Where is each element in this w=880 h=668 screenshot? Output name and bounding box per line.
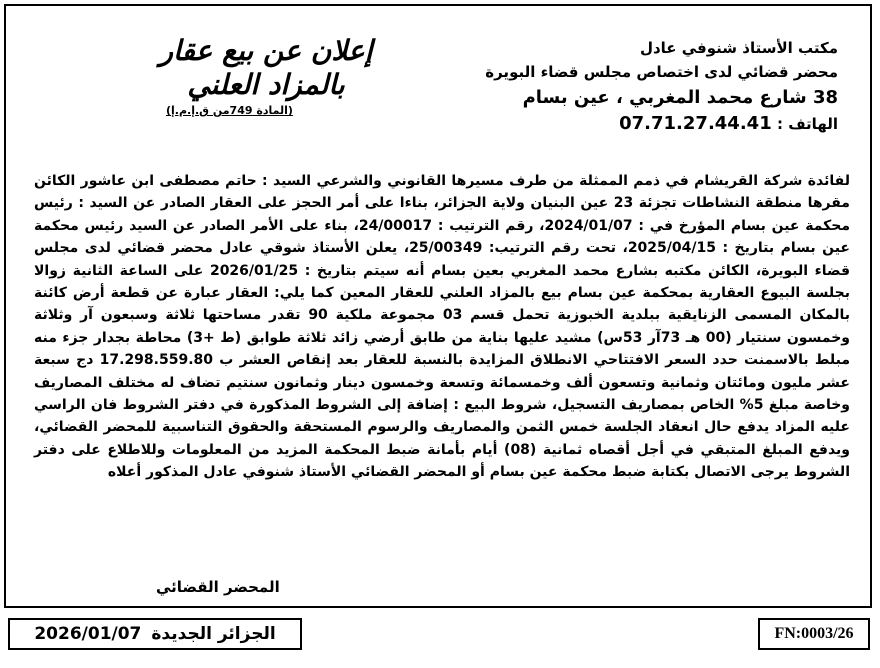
- bailiff-office-header: [418, 36, 838, 136]
- signature-title: المحضر القضائي: [156, 578, 280, 596]
- announcement-body: لفائدة شركة القريشام في ذمم الممثلة من طرف مسيرها القانوني والشرعي السيد : حاتم مصطفى ابن عاشور الكائن مقرها منطقة النشاطات تجزئة 23 عين البنيان ولاية الجزائر، بناءا على أمر الحجز على العقار الصادر عن السيد : رئيس محكمة عين بسام المؤرخ في : 2024/01/07، رقم الترتيب : 24/00017، بناء على الأمر الصادر عن السيد رئيس محكمة عين بسام بتاريخ : 2025/04/15، تحت رقم الترتيب: 25/00349، يعلن الأستاذ شوقي عادل محضر قضائي لدى مجلس قضاء البويرة، الكائن مكتبه بشارع محمد المغربي بعين بسام أنه سيتم بتاريخ : 2026/01/25 على الساعة الثانية زوالا بجلسة البيوع العقارية بمحكمة عين بسام بيع بالمزاد العلني للعقار المعين كما يلي: العقار عبارة عن قطعة أرض كائنة بالمكان المسمى الزنايقية ببلدية الخبوزية تحمل قسم 03 مجموعة ملكية 90 تقدر مساحتها ثلاثة وسبعون آر وثلاثة وخمسون سنتيار (00 هـ 73آر 53س) مشيد عليها بناية من طابق أرضي زائد ثلاثة طوابق (ط +3) محاطة بجدار جزء منه مبلط بالاسمنت حدد السعر الافتتاحي الانطلاق المزايدة بالنسبة للعقار بعد إنقاص العشر ب 17.298.559.80 دج سبعة عشر مليون ومائتان وثمانية وتسعون ألف وخمسمائة وتسعة وخمسون دينار وثمانون سنتيم تضاف له مختلف المصاريف وخاصة مبلغ 5% الخاص بمصاريف التسجيل، شروط البيع : إضافة إلى الشروط المذكورة في دفتر الشروط فان الراسي عليه المزاد يدفع حال انعقاد الجلسة خمس الثمن والمصاريف والرسوم المستحقة والحقوق التناسبية للمحضر القضائي، ويدفع المبلغ المتبقي في أجل أقصاه ثمانية (08) أيام بأمانة ضبط المحكمة المزيد من المعلومات وللاطلاع على دفتر الشروط يرجى الاتصال بكتابة ضبط محكمة عين بسام أو المحضر القضائي الأستاذ شنوفي عادل المذكور أعلاه: [34, 173, 851, 481]
- office-name: مكتب الأستاذ شنوفي عادل: [639, 39, 838, 57]
- announcement-frame: [4, 4, 872, 608]
- newspaper-date-box: [8, 618, 302, 650]
- reference-number-box: [758, 618, 870, 650]
- newspaper-name: الجزائر الجديدة: [151, 624, 276, 644]
- reference-number: FN:0003/26: [774, 625, 854, 642]
- office-address: 38 شارع محمد المغربي ، عين بسام: [522, 87, 838, 108]
- announcement-title: [126, 34, 406, 117]
- office-jurisdiction: محضر قضائي لدى اختصاص مجلس قضاء البويرة: [485, 63, 838, 81]
- office-phone-line: [418, 112, 838, 136]
- legal-article-reference: (المادة 749من ق.إ.م.إ): [166, 104, 293, 117]
- title-line-1: إعلان عن بيع عقار: [159, 34, 373, 67]
- publication-date: 2026/01/07: [34, 624, 142, 644]
- phone-label: الهاتف :: [776, 115, 838, 133]
- title-line-2: بالمزاد العلني: [187, 68, 345, 101]
- phone-number: 07.71.27.44.41: [619, 113, 772, 134]
